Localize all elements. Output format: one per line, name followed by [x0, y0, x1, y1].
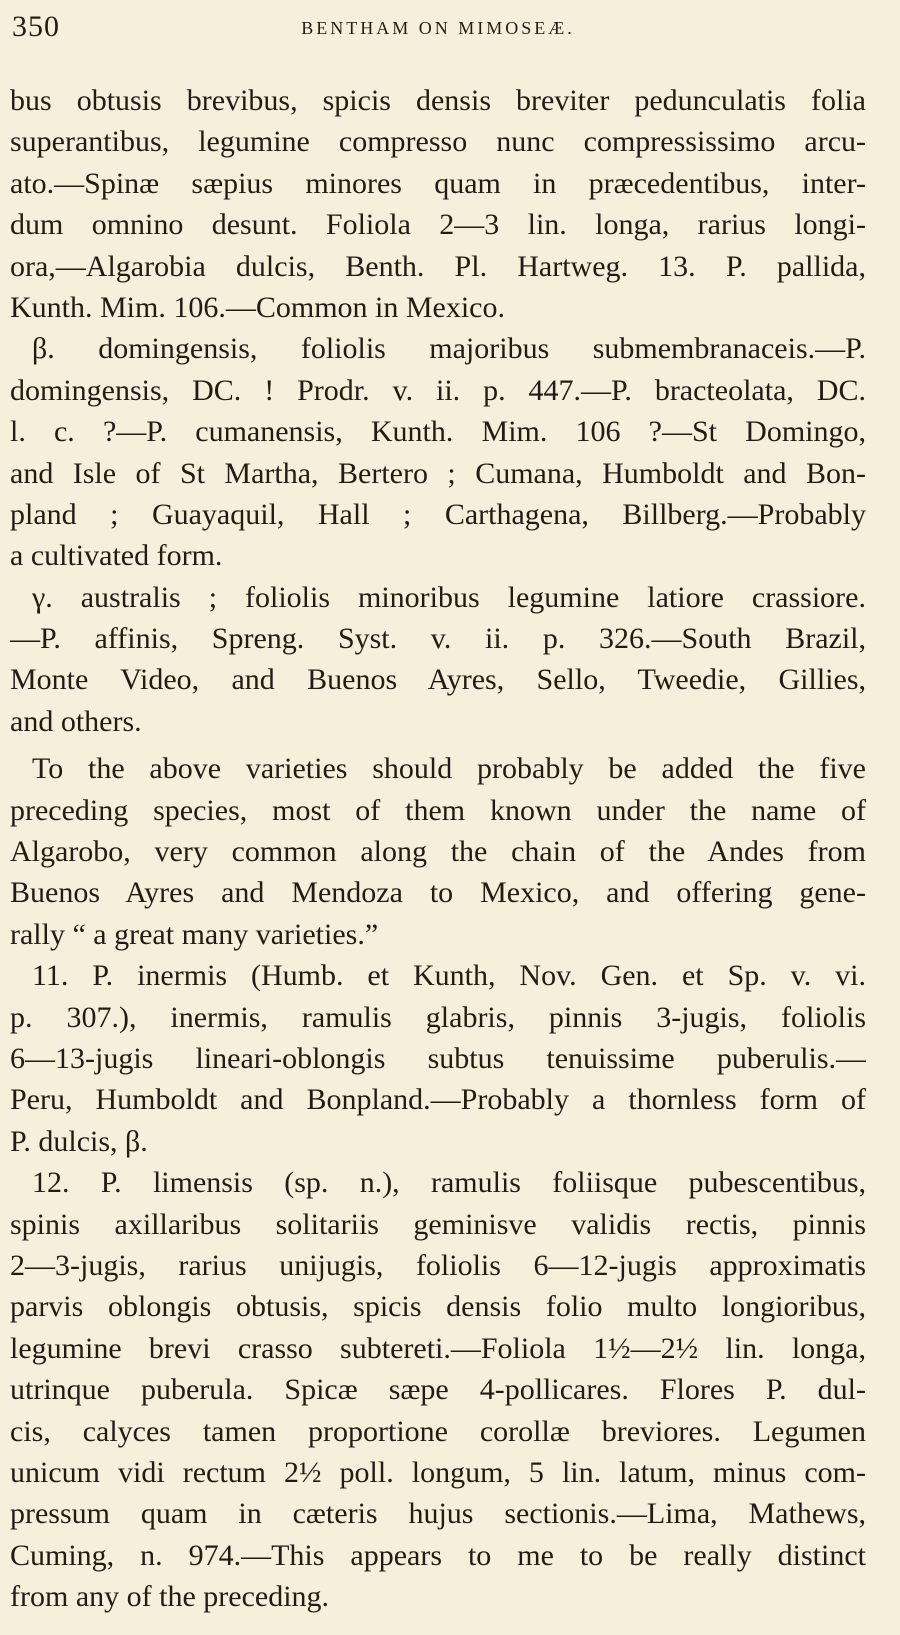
text-line: p. 307.), inermis, ramulis glabris, pinnis 3-jugis, foliolis	[10, 1000, 866, 1034]
text-line: l. c. ?—P. cumanensis, Kunth. Mim. 106 ?—St Domingo,	[10, 415, 866, 449]
text-line: pressum quam in cæteris hujus sectionis.—Lima, Mathews,	[10, 1497, 866, 1531]
text-line: 6—13-jugis lineari-oblongis subtus tenuissime puberulis.—	[10, 1041, 866, 1075]
running-title: BENTHAM ON MIMOSEÆ.	[301, 18, 575, 38]
text-line: γ. australis ; foliolis minoribus legumine latiore crassiore.	[32, 580, 866, 614]
text-line: Cuming, n. 974.—This appears to me to be really distinct	[10, 1538, 866, 1572]
text-line: β. domingensis, foliolis majoribus submembranaceis.—P.	[32, 332, 866, 366]
text-line: and others.	[10, 704, 142, 738]
text-line: dum omnino desunt. Foliola 2—3 lin. longa, rarius longi-	[10, 208, 866, 242]
running-header	[10, 10, 866, 52]
text-line: pland ; Guayaquil, Hall ; Carthagena, Billberg.—Probably	[10, 497, 866, 531]
text-line: preceding species, most of them known under the name of	[10, 793, 866, 827]
text-line: utrinque puberula. Spicæ sæpe 4-pollicares. Flores P. dul-	[10, 1373, 866, 1407]
text-line: 2—3-jugis, rarius unijugis, foliolis 6—12-jugis approximatis	[10, 1248, 866, 1282]
text-line: domingensis, DC. ! Prodr. v. ii. p. 447.—P. bracteolata, DC.	[10, 373, 866, 407]
text-line: Peru, Humboldt and Bonpland.—Probably a thornless form of	[10, 1083, 866, 1117]
text-line: P. dulcis, β.	[10, 1124, 148, 1158]
text-line: bus obtusis brevibus, spicis densis breviter pedunculatis folia	[10, 84, 866, 117]
text-line: Algarobo, very common along the chain of the Andes from	[10, 835, 866, 869]
paragraph-variety-gamma	[10, 577, 866, 743]
paragraph-variety-beta	[10, 328, 866, 576]
text-line: Monte Video, and Buenos Ayres, Sello, Tweedie, Gillies,	[10, 663, 866, 697]
text-line: legumine brevi crasso subtereti.—Foliola 1½—2½ lin. longa,	[10, 1331, 866, 1365]
text-line: 12. P. limensis (sp. n.), ramulis foliisque pubescentibus,	[32, 1166, 866, 1200]
paragraph-continuation	[10, 80, 866, 328]
text-line: parvis oblongis obtusis, spicis densis folio multo longioribus,	[10, 1290, 866, 1324]
text-line: a cultivated form.	[10, 539, 223, 573]
text-line: Kunth. Mim. 106.—Common in Mexico.	[10, 290, 505, 324]
text-line: rally “ a great many varieties.”	[10, 917, 379, 951]
text-line: ora,—Algarobia dulcis, Benth. Pl. Hartweg. 13. P. pallida,	[10, 249, 866, 283]
text-line: Buenos Ayres and Mendoza to Mexico, and offering gene-	[10, 876, 866, 910]
text-body	[10, 80, 866, 1617]
text-line: To the above varieties should probably be added the five	[32, 752, 866, 786]
text-line: and Isle of St Martha, Bertero ; Cumana, Humboldt and Bon-	[10, 456, 866, 490]
text-line: from any of the preceding.	[10, 1580, 330, 1614]
paragraph-species-12	[10, 1162, 866, 1617]
text-line: 11. P. inermis (Humb. et Kunth, Nov. Gen. et Sp. v. vi.	[32, 959, 866, 993]
text-line: cis, calyces tamen proportione corollæ breviores. Legumen	[10, 1414, 866, 1448]
paragraph-species-11	[10, 955, 866, 1162]
text-line: —P. affinis, Spreng. Syst. v. ii. p. 326.—South Brazil,	[10, 622, 866, 656]
text-line: spinis axillaribus solitariis geminisve validis rectis, pinnis	[10, 1207, 866, 1241]
text-line: ato.—Spinæ sæpius minores quam in præcedentibus, inter-	[10, 166, 866, 200]
paragraph-varieties-note	[10, 748, 866, 955]
text-line: unicum vidi rectum 2½ poll. longum, 5 lin. latum, minus com-	[10, 1455, 866, 1489]
page-number: 350	[12, 10, 60, 43]
text-line: superantibus, legumine compresso nunc compressissimo arcu-	[10, 125, 866, 159]
